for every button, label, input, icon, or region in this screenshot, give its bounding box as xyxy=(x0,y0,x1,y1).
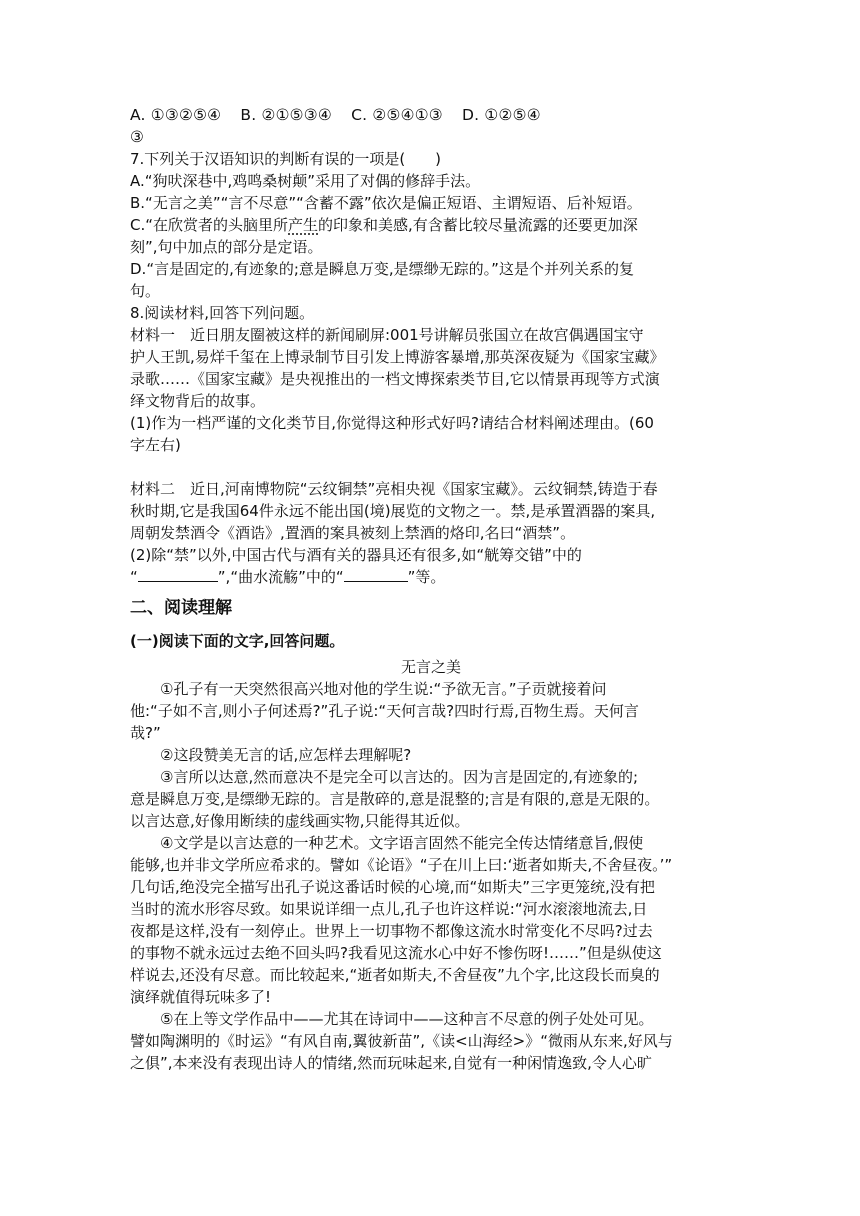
text-segment: C.“在欣赏者的头脑里所 xyxy=(130,216,289,234)
paragraph-1-line: 他:“子如不言,则小子何述焉?”孔子说:“天何言哉?四时行焉,百物生焉。天何言 xyxy=(130,702,639,720)
question-8-2-line: (2)除“禁”以外,中国古代与酒有关的器具还有很多,如“觥筹交错”中的 xyxy=(130,546,582,564)
text-segment: 的印象和美感,有含蓄比较尽量流露的还要更加深 xyxy=(318,216,638,234)
question-7-option-a: A.“狗吠深巷中,鸡鸣桑树颠”采用了对偶的修辞手法。 xyxy=(130,172,481,190)
document-page xyxy=(130,104,732,1074)
subsection-heading: (一)阅读下面的文字,回答问题。 xyxy=(130,632,345,650)
question-8-1-line: 字左右) xyxy=(130,436,181,454)
material-2-line: 材料二 近日,河南博物院“云纹铜禁”亮相央视《国家宝藏》。云纹铜禁,铸造于春 xyxy=(130,480,658,498)
paragraph-3-line: 以言达意,好像用断续的虚线画实物,只能得其近似。 xyxy=(130,812,470,830)
paragraph-4-line: 能够,也并非文学所应希求的。譬如《论语》“子在川上曰:‘逝者如斯夫,不舍昼夜。’” xyxy=(130,856,673,874)
blank-answer-1[interactable] xyxy=(138,567,218,582)
paragraph-4-line: 的事物不就永远过去绝不回头吗?我看见这流水心中好不惨伤呀!……”但是纵使这 xyxy=(130,944,662,962)
section-heading: 二、阅读理解 xyxy=(130,598,232,618)
question-8-1-line: (1)作为一档严谨的文化类节目,你觉得这种形式好吗?请结合材料阐述理由。(60 xyxy=(130,414,654,432)
paragraph-4-line: 夜都是这样,没有一刻停止。世界上一切事物不都像这流水时常变化不尽吗?过去 xyxy=(130,922,653,940)
paragraph-5-line: ⑤在上等文学作品中——尤其在诗词中——这种言不尽意的例子处处可见。 xyxy=(160,1010,654,1028)
paragraph-4-line: 几句话,绝没完全描写出孔子说这番话时候的心境,而“如斯夫”三字更笼统,没有把 xyxy=(130,878,655,896)
material-1-line: 绎文物背后的故事。 xyxy=(130,392,266,410)
passage-title: 无言之美 xyxy=(400,658,461,676)
paragraph-3-line: ③言所以达意,然而意决不是完全可以言达的。因为言是固定的,有迹象的; xyxy=(160,768,639,786)
paragraph-4-line: ④文学是以言达意的一种艺术。文字语言固然不能完全传达情绪意旨,假使 xyxy=(160,834,644,852)
material-2-line: 秋时期,它是我国64件永远不能出国(境)展览的文物之一。禁,是承置酒器的案具, xyxy=(130,502,656,520)
text-segment: ”,“曲水流觞”中的“ xyxy=(217,568,344,586)
question-8-2-blanks xyxy=(130,566,732,588)
question-7-option-d-line2: 句。 xyxy=(130,282,161,300)
material-1-line: 护人王凯,易烊千玺在上博录制节目引发上博游客暴增,那英深夜疑为《国家宝藏》 xyxy=(130,348,665,366)
paragraph-1-line: ①孔子有一天突然很高兴地对他的学生说:“予欲无言。”子贡就接着问 xyxy=(160,680,607,698)
question-7-option-b: B.“无言之美”“言不尽意”“含蓄不露”依次是偏正短语、主谓短语、后补短语。 xyxy=(130,194,642,212)
paragraph-1-line: 哉?” xyxy=(130,724,161,742)
paragraph-4-line: 演绎就值得玩味多了! xyxy=(130,988,272,1006)
paragraph-5-line: 譬如陶渊明的《时运》“有风自南,翼彼新苗”,《读<山海经>》“微雨从东来,好风与 xyxy=(130,1032,673,1050)
question-6-options xyxy=(130,104,732,126)
option-c[interactable]: C. ②⑤④①③ xyxy=(351,106,443,124)
option-b[interactable]: B. ②①⑤③④ xyxy=(240,106,332,124)
question-7-stem: 7.下列关于汉语知识的判断有误的一项是( ) xyxy=(130,150,442,168)
material-1-line: 录歌……《国家宝藏》是央视推出的一档文博探索类节目,它以情景再现等方式演 xyxy=(130,370,660,388)
option-d[interactable]: D. ①②⑤④ xyxy=(462,106,541,124)
paragraph-3-line: 意是瞬息万变,是缥缈无踪的。言是散碎的,意是混整的;言是有限的,意是无限的。 xyxy=(130,790,660,808)
option-a[interactable]: A. ①③②⑤④ xyxy=(130,106,222,124)
blank-answer-2[interactable] xyxy=(344,567,408,582)
paragraph-2: ②这段赞美无言的话,应怎样去理解呢? xyxy=(160,746,412,764)
paragraph-5-line: 之俱”,本来没有表现出诗人的情绪,然而玩味起来,自觉有一种闲情逸致,令人心旷 xyxy=(130,1054,652,1072)
question-7-option-d-line1: D.“言是固定的,有迹象的;意是瞬息万变,是缥缈无踪的。”这是个并列关系的复 xyxy=(130,260,634,278)
question-7-option-c-line1 xyxy=(130,214,732,236)
paragraph-4-line: 当时的流水形容尽致。如果说详细一点儿,孔子也许这样说:“河水滚滚地流去,日 xyxy=(130,900,648,918)
answer-space[interactable] xyxy=(130,456,732,478)
question-8-stem: 8.阅读材料,回答下列问题。 xyxy=(130,304,315,322)
dotted-emphasis: 产生 xyxy=(288,216,319,234)
material-2-line: 周朝发禁酒令《酒诰》,置酒的案具被刻上禁酒的烙印,名曰“酒禁”。 xyxy=(130,524,576,542)
option-d-continued: ③ xyxy=(130,128,145,146)
question-7-option-c-line2: 刻”,句中加点的部分是定语。 xyxy=(130,238,323,256)
text-segment: “ xyxy=(130,568,138,586)
text-segment: ”等。 xyxy=(407,568,446,586)
paragraph-4-line: 样说去,还没有尽意。而比较起来,“逝者如斯夫,不舍昼夜”九个字,比这段长而臭的 xyxy=(130,966,660,984)
material-1-line: 材料一 近日朋友圈被这样的新闻刷屏:001号讲解员张国立在故宫偶遇国宝守 xyxy=(130,326,644,344)
